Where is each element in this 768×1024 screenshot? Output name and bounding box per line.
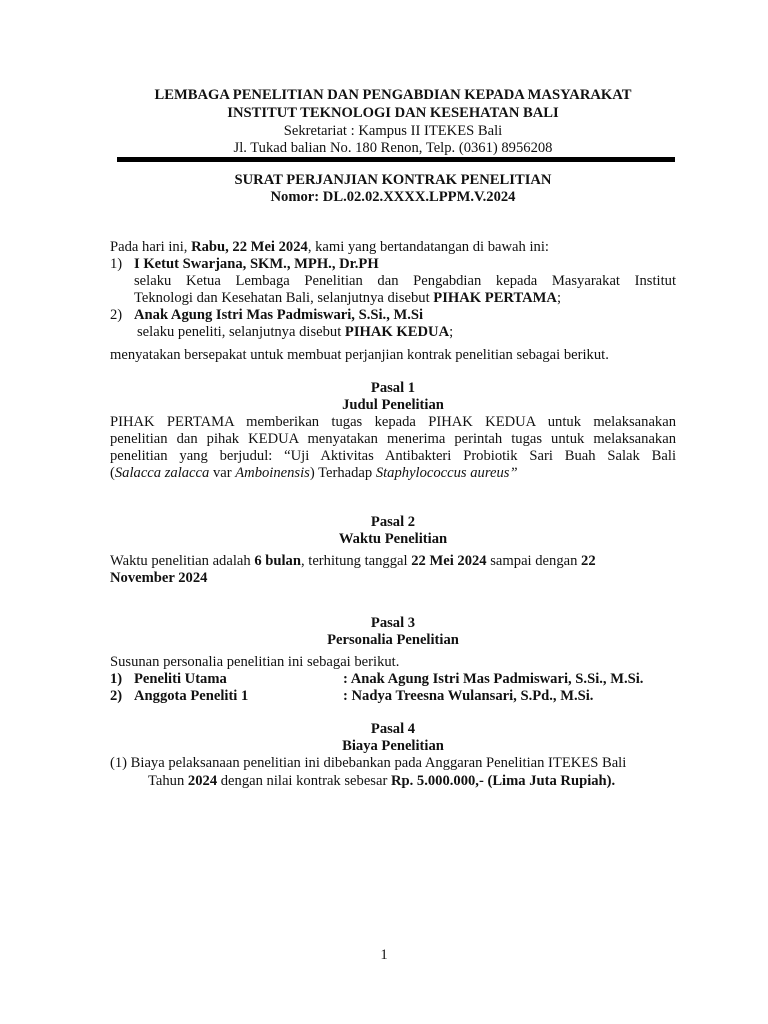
party1-line [110,255,676,273]
pasal3-number: Pasal 3 [370,615,416,631]
pasal3-intro: Susunan personalia penelitian ini sebagai berikut. [110,654,400,670]
pasal4-line2 [148,772,676,790]
header-rule [117,157,675,162]
document-title: SURAT PERJANJIAN KONTRAK PENELITIAN [234,172,552,188]
pasal1-title: Judul Penelitian [342,397,444,413]
pasal2-title: Waktu Penelitian [338,531,448,547]
pasal1-l4c: var [209,465,236,481]
party1-desc2 [134,289,676,307]
party2-desc-suffix: ; [449,324,454,340]
party2-name: Anak Agung Istri Mas Padmiswari, S.Si., M.Si [134,307,424,323]
pasal4-title: Biaya Penelitian [342,738,444,754]
contract-value: Rp. 5.000.000,- (Lima Juta Rupiah). [390,773,616,789]
institute-name: INSTITUT TEKNOLOGI DAN KESEHATAN BALI [227,105,559,121]
pasal1-line2: penelitian dan pihak KEDUA menyatakan menerima perintah tugas untuk melaksanakan [110,431,676,447]
duration: 6 bulan [254,553,301,569]
personnel-role: Peneliti Utama [134,671,227,687]
pasal4-l2c: dengan nilai kontrak sebesar [217,773,391,789]
address: Jl. Tukad balian No. 180 Renon, Telp. (0361) 8956208 [233,140,553,156]
pasal3-title: Personalia Penelitian [327,632,459,648]
intro-suffix: , kami yang bertandatangan di bawah ini: [307,239,549,255]
institution-name: LEMBAGA PENELITIAN DAN PENGABDIAN KEPADA MASYARAKAT [154,87,632,103]
document-number: Nomor: DL.02.02.XXXX.LPPM.V.2024 [270,189,516,205]
pasal2-p3: sampai dengan [486,553,582,569]
start-date: 22 Mei 2024 [411,553,487,569]
intro-prefix: Pada hari ini, [110,239,192,255]
party2-desc-prefix: selaku peneliti, selanjutnya disebut [137,324,345,340]
pasal2-number: Pasal 2 [370,514,416,530]
pasal1-l4e: ) Terhadap [309,465,376,481]
variety-name: Amboinensis [235,465,310,481]
party1-desc1: selaku Ketua Lembaga Penelitian dan Pengabdian kepada Masyarakat Institut [134,273,676,289]
secretariat: Sekretariat : Kampus II ITEKES Bali [283,123,503,139]
budget-year: 2024 [187,773,218,789]
party1-desc2-suffix: ; [556,290,562,306]
bacteria-name: Staphylococcus aureus” [375,465,518,481]
party2-line [110,306,676,324]
personnel-row [110,670,676,688]
agreement-statement: menyatakan bersepakat untuk membuat perjanjian kontrak penelitian sebagai berikut. [110,347,609,363]
end-date-month: November 2024 [110,570,208,586]
page-number: 1 [380,947,388,963]
personnel-name: : Nadya Treesna Wulansari, S.Pd., M.Si. [343,688,594,704]
species-name: Salacca zalacca [114,465,210,481]
pasal2-p2: , terhitung tanggal [300,553,412,569]
pasal2-line1 [110,552,676,570]
intro-date: Rabu, 22 Mei 2024 [191,239,308,255]
party1-desc2-prefix: Teknologi dan Kesehatan Bali, selanjutnya disebut [134,290,434,306]
pasal4-number: Pasal 4 [370,721,416,737]
pasal1-line1: PIHAK PERTAMA memberikan tugas kepada PIHAK KEDUA untuk melaksanakan [110,414,676,430]
pasal1-number: Pasal 1 [370,380,416,396]
party1-role: PIHAK PERTAMA [433,290,557,306]
party2-role: PIHAK KEDUA [344,324,450,340]
personnel-role: Anggota Peneliti 1 [134,688,249,704]
intro-line [110,238,676,256]
end-date-day: 22 [581,553,596,569]
pasal1-line4 [110,464,676,482]
pasal1-line3: penelitian yang berjudul: “Uji Aktivitas Antibakteri Probiotik Sari Buah Salak Bali [110,448,676,464]
pasal4-line1: (1) Biaya pelaksanaan penelitian ini dibebankan pada Anggaran Penelitian ITEKES Bali [110,755,627,771]
pasal2-p1: Waktu penelitian adalah [110,553,255,569]
personnel-name: : Anak Agung Istri Mas Padmiswari, S.Si., M.Si. [343,671,644,687]
pasal4-l2a: Tahun [148,773,188,789]
party1-number: 1) [110,256,123,272]
party1-name: I Ketut Swarjana, SKM., MPH., Dr.PH [134,256,379,272]
party2-number: 2) [110,307,123,323]
party2-desc [137,323,676,341]
personnel-row [110,687,676,705]
personnel-number: 2) [110,688,123,704]
personnel-number: 1) [110,671,123,687]
pasal1-l4a: ( [110,465,115,481]
